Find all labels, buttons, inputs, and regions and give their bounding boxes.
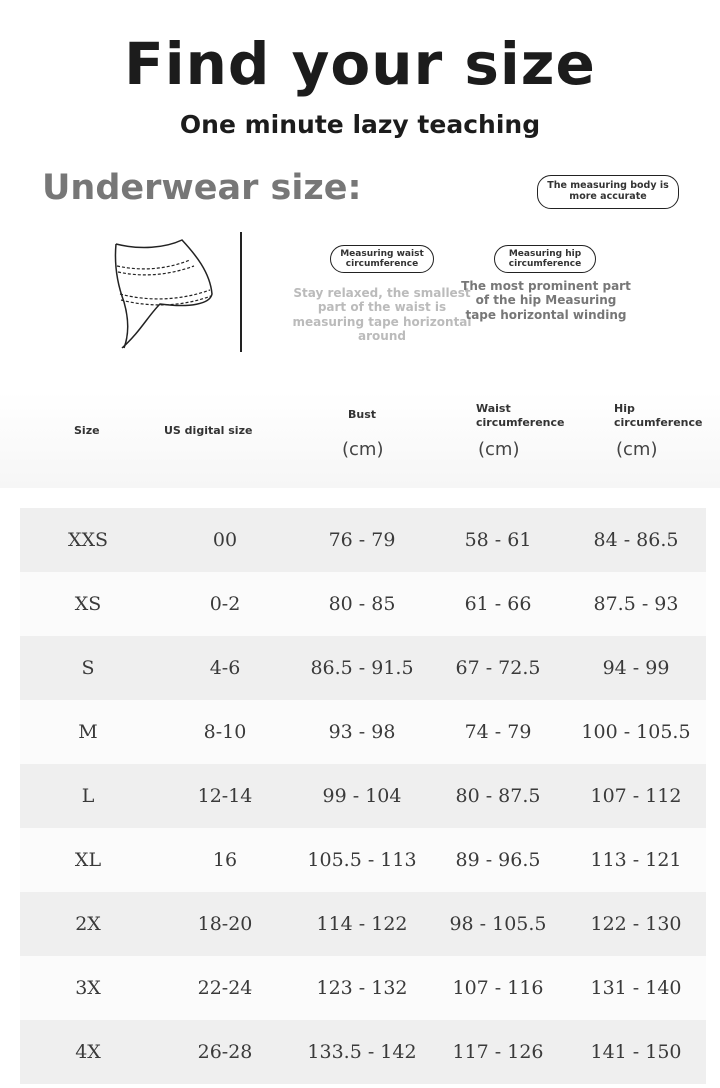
cell-us-size: 18-20 (197, 913, 253, 935)
cell-hip: 100 - 105.5 (581, 721, 691, 743)
page-title: Find your size (124, 30, 596, 98)
header-bust-unit: (cm) (342, 439, 384, 460)
cell-hip: 131 - 140 (590, 977, 682, 999)
cell-waist: 107 - 116 (452, 977, 544, 999)
cell-us-size: 4-6 (209, 657, 241, 679)
cell-bust: 123 - 132 (316, 977, 408, 999)
hip-measure-pill: Measuring hip circumference (494, 245, 596, 273)
cell-hip: 113 - 121 (590, 849, 682, 871)
table-row (20, 636, 706, 700)
cell-us-size: 0-2 (209, 593, 241, 615)
table-row (20, 700, 706, 764)
cell-bust: 114 - 122 (316, 913, 408, 935)
table-row (20, 1020, 706, 1084)
cell-size: L (81, 785, 95, 807)
page-subtitle: One minute lazy teaching (179, 110, 541, 139)
cell-bust: 93 - 98 (328, 721, 396, 743)
cell-waist: 89 - 96.5 (455, 849, 541, 871)
waist-measure-pill: Measuring waist circumference (330, 245, 434, 273)
cell-bust: 133.5 - 142 (307, 1041, 417, 1063)
cell-waist: 67 - 72.5 (455, 657, 541, 679)
header-us-size: US digital size (164, 424, 253, 437)
cell-size: XL (74, 849, 102, 871)
header-bust: Bust (348, 408, 377, 421)
cell-waist: 117 - 126 (452, 1041, 544, 1063)
section-divider (240, 232, 242, 352)
cell-bust: 99 - 104 (322, 785, 402, 807)
accuracy-badge: The measuring body is more accurate (537, 175, 679, 209)
cell-size: 3X (75, 977, 101, 999)
size-table-header (0, 392, 720, 488)
cell-bust: 86.5 - 91.5 (310, 657, 414, 679)
table-row (20, 892, 706, 956)
cell-size: 2X (75, 913, 101, 935)
cell-waist: 74 - 79 (464, 721, 532, 743)
cell-us-size: 22-24 (197, 977, 253, 999)
header-hip-unit: (cm) (616, 439, 658, 460)
cell-bust: 105.5 - 113 (307, 849, 417, 871)
cell-us-size: 8-10 (203, 721, 247, 743)
table-row (20, 508, 706, 572)
cell-hip: 107 - 112 (590, 785, 682, 807)
table-row (20, 828, 706, 892)
table-row (20, 764, 706, 828)
cell-size: XS (74, 593, 102, 615)
cell-waist: 80 - 87.5 (455, 785, 541, 807)
cell-bust: 80 - 85 (328, 593, 396, 615)
header-waist: Waist circumference (476, 402, 565, 429)
cell-size: XXS (67, 529, 109, 551)
cell-hip: 141 - 150 (590, 1041, 682, 1063)
cell-size: S (81, 657, 95, 679)
body-figure-icon (110, 236, 220, 354)
cell-size: M (78, 721, 98, 743)
cell-hip: 84 - 86.5 (593, 529, 679, 551)
cell-bust: 76 - 79 (328, 529, 396, 551)
cell-us-size: 00 (212, 529, 238, 551)
cell-size: 4X (75, 1041, 101, 1063)
hip-measure-description: The most prominent part of the hip Measuring tape horizontal winding (461, 279, 631, 322)
table-row (20, 956, 706, 1020)
cell-hip: 122 - 130 (590, 913, 682, 935)
cell-waist: 98 - 105.5 (449, 913, 547, 935)
cell-waist: 58 - 61 (464, 529, 532, 551)
header-size: Size (74, 424, 100, 437)
cell-hip: 94 - 99 (602, 657, 670, 679)
cell-us-size: 12-14 (197, 785, 253, 807)
cell-waist: 61 - 66 (464, 593, 532, 615)
header-waist-unit: (cm) (478, 439, 520, 460)
table-row (20, 572, 706, 636)
cell-hip: 87.5 - 93 (593, 593, 679, 615)
header-hip: Hip circumference (614, 402, 703, 429)
cell-us-size: 16 (212, 849, 238, 871)
waist-measure-description: Stay relaxed, the smallest part of the waist is measuring tape horizontal around (292, 286, 472, 344)
section-label: Underwear size: (42, 168, 362, 208)
cell-us-size: 26-28 (197, 1041, 253, 1063)
